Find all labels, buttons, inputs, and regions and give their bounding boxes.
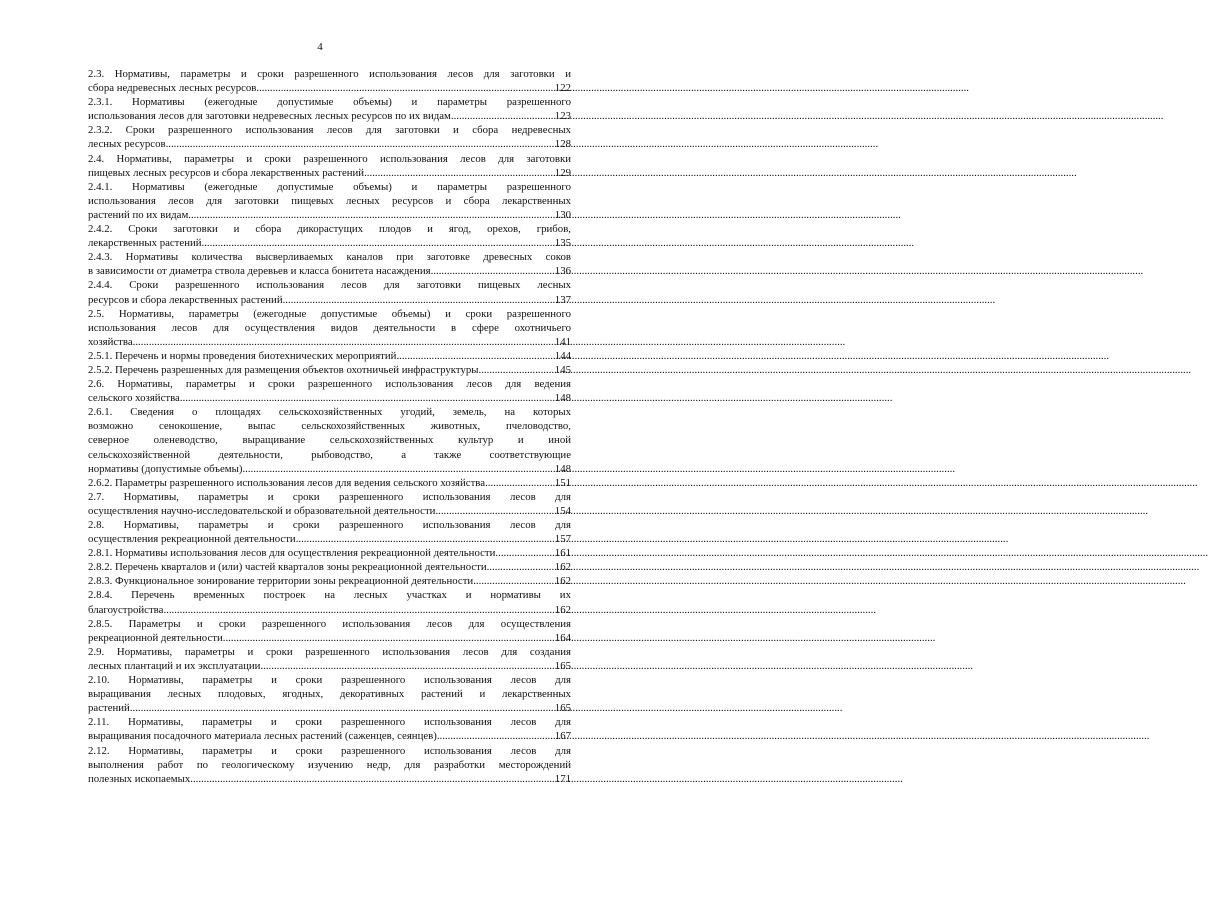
toc-entry-line bbox=[88, 123, 571, 137]
toc-entry-text: 2.8. Нормативы, параметры и сроки разрешенного использования лесов для bbox=[88, 519, 571, 531]
toc-entry-last-line bbox=[88, 603, 571, 617]
dot-leader bbox=[256, 81, 553, 95]
toc-entry bbox=[88, 405, 571, 475]
dot-leader bbox=[435, 504, 553, 518]
toc-entry-last-line bbox=[88, 264, 571, 278]
toc-entry-last-line bbox=[88, 532, 571, 546]
toc-entry-text: 2.3.2. Сроки разрешенного использования лесов для заготовки и сбора недревесных bbox=[88, 124, 571, 137]
toc-entry-last-line bbox=[88, 659, 571, 673]
toc-entry-line bbox=[88, 687, 571, 701]
toc-entry-text: 2.6.2. Параметры разрешенного использования лесов для ведения сельского хозяйства bbox=[88, 476, 486, 489]
dot-leader bbox=[242, 462, 553, 476]
toc-entry-last-line bbox=[88, 560, 571, 574]
toc-entry-line bbox=[88, 673, 571, 687]
toc-entry bbox=[88, 490, 571, 518]
toc-page-number: 161 bbox=[554, 547, 571, 560]
table-of-contents bbox=[88, 67, 571, 786]
toc-entry-text: нормативы (допустимые объемы) bbox=[88, 462, 243, 475]
toc-entry-text: возможно сенокошение, выпас сельскохозяйственных животных, пчеловодство, bbox=[88, 420, 571, 433]
toc-entry-text: 2.12. Нормативы, параметры и сроки разрешенного использования лесов для bbox=[88, 744, 571, 757]
toc-page-number: 162 bbox=[554, 561, 571, 574]
toc-entry-text: сельскохозяйственной деятельности, рыбоводство, а также соответствующие bbox=[88, 448, 571, 461]
toc-page-number: 144 bbox=[554, 349, 571, 362]
toc-entry-last-line bbox=[88, 166, 571, 180]
toc-entry-last-line bbox=[88, 701, 571, 715]
toc-entry-text: 2.4.4. Сроки разрешенного использования лесов для заготовки пищевых лесных bbox=[88, 279, 571, 292]
toc-entry-line bbox=[88, 95, 571, 109]
toc-entry-text: лесных плантаций и их эксплуатации bbox=[88, 659, 261, 672]
toc-entry-text: 2.5.1. Перечень и нормы проведения биотехнических мероприятий bbox=[88, 349, 397, 362]
toc-entry-last-line bbox=[88, 391, 571, 405]
toc-page-number: 162 bbox=[554, 575, 571, 588]
toc-entry-text: 2.10. Нормативы, параметры и сроки разрешенного использования лесов для bbox=[88, 674, 571, 687]
toc-entry-text: 2.6.1. Сведения о площадях сельскохозяйственных угодий, земель, на которых bbox=[88, 406, 571, 419]
toc-entry-line bbox=[88, 377, 571, 391]
toc-entry-last-line bbox=[88, 349, 571, 363]
toc-entry-text: 2.5. Нормативы, параметры (ежегодные допустимые объемы) и сроки разрешенного bbox=[88, 307, 571, 320]
toc-entry-last-line bbox=[88, 462, 571, 476]
toc-entry-text: выполнения работ по геологическому изучению недр, для разработки месторождений bbox=[88, 758, 571, 771]
toc-entry-line bbox=[88, 758, 571, 772]
toc-entry bbox=[88, 560, 571, 574]
toc-entry-line bbox=[88, 278, 571, 292]
toc-entry-text: северное оленеводство, выращивание сельскохозяйственных культур и иной bbox=[88, 434, 571, 447]
toc-entry bbox=[88, 307, 571, 349]
toc-entry-text: лесных ресурсов bbox=[88, 138, 166, 151]
toc-entry bbox=[88, 476, 571, 490]
toc-page-number: 137 bbox=[554, 293, 571, 306]
toc-entry bbox=[88, 152, 571, 180]
toc-page-number: 167 bbox=[554, 730, 571, 743]
toc-entry bbox=[88, 349, 571, 363]
toc-page-number: 165 bbox=[554, 659, 571, 672]
toc-page-number: 162 bbox=[554, 603, 571, 616]
toc-entry-text: 2.7. Нормативы, параметры и сроки разрешенного использования лесов для bbox=[88, 490, 571, 503]
toc-entry-line bbox=[88, 222, 571, 236]
toc-entry-line bbox=[88, 67, 571, 81]
toc-entry-last-line bbox=[88, 335, 571, 349]
toc-entry bbox=[88, 673, 571, 715]
dot-leader bbox=[396, 349, 553, 363]
toc-entry-last-line bbox=[88, 546, 571, 560]
toc-page-number: 136 bbox=[554, 265, 571, 278]
toc-entry-last-line bbox=[88, 137, 571, 151]
dot-leader bbox=[364, 166, 554, 180]
toc-entry bbox=[88, 363, 571, 377]
toc-page-number: 130 bbox=[554, 208, 571, 221]
dot-leader bbox=[180, 391, 554, 405]
toc-entry-text: 2.4.1. Нормативы (ежегодные допустимые объемы) и параметры разрешенного bbox=[88, 180, 571, 193]
toc-entry-text: лекарственных растений bbox=[88, 237, 202, 250]
toc-entry-last-line bbox=[88, 236, 571, 250]
toc-page-number: 157 bbox=[554, 533, 571, 546]
toc-page-number: 164 bbox=[554, 631, 571, 644]
toc-entry-text: растений bbox=[88, 702, 130, 715]
toc-entry bbox=[88, 222, 571, 250]
toc-entry-text: 2.8.4. Перечень временных построек на лесных участках и нормативы их bbox=[88, 589, 571, 602]
toc-entry-line bbox=[88, 645, 571, 659]
toc-page-number: 151 bbox=[554, 476, 571, 489]
toc-entry-line bbox=[88, 180, 571, 194]
toc-entry-text: 2.8.2. Перечень кварталов и (или) частей кварталов зоны рекреационной деятельности bbox=[88, 561, 487, 574]
toc-entry-text: 2.6. Нормативы, параметры и сроки разрешенного использования лесов для ведения bbox=[88, 378, 571, 391]
toc-entry-text: осуществления научно-исследовательской и образовательной деятельности bbox=[88, 504, 436, 517]
toc-entry-line bbox=[88, 250, 571, 264]
toc-entry-last-line bbox=[88, 574, 571, 588]
dot-leader bbox=[188, 208, 554, 222]
toc-entry bbox=[88, 588, 571, 616]
dot-leader bbox=[133, 335, 554, 349]
toc-entry bbox=[88, 574, 571, 588]
toc-entry bbox=[88, 715, 571, 743]
dot-leader bbox=[485, 476, 554, 490]
toc-page-number: 171 bbox=[554, 772, 571, 785]
dot-leader bbox=[473, 574, 554, 588]
toc-entry-text: 2.9. Нормативы, параметры и сроки разрешенного использования лесов для создания bbox=[88, 645, 571, 658]
toc-entry-last-line bbox=[88, 109, 571, 123]
toc-entry bbox=[88, 518, 571, 546]
dot-leader bbox=[260, 659, 553, 673]
toc-entry-text: растений по их видам bbox=[88, 208, 189, 221]
toc-entry bbox=[88, 744, 571, 786]
dot-leader bbox=[163, 603, 553, 617]
toc-entry-line bbox=[88, 448, 571, 462]
toc-entry-last-line bbox=[88, 729, 571, 743]
toc-entry-text: рекреационной деятельности bbox=[88, 631, 223, 644]
toc-entry-text: благоустройства bbox=[88, 603, 164, 616]
toc-entry-text: сельского хозяйства bbox=[88, 392, 180, 405]
toc-entry-text: 2.3.1. Нормативы (ежегодные допустимые объемы) и параметры разрешенного bbox=[88, 96, 571, 109]
toc-entry-line bbox=[88, 617, 571, 631]
dot-leader bbox=[479, 363, 554, 377]
toc-entry-text: 2.8.1. Нормативы использования лесов для осуществления рекреационной деятельности bbox=[88, 547, 496, 560]
toc-entry-text: 2.11. Нормативы, параметры и сроки разрешенного использования лесов для bbox=[88, 716, 571, 729]
dot-leader bbox=[451, 109, 554, 123]
toc-entry-line bbox=[88, 405, 571, 419]
toc-entry bbox=[88, 278, 571, 306]
toc-entry-text: пищевых лесных ресурсов и сбора лекарственных растений bbox=[88, 166, 365, 179]
toc-entry-text: полезных ископаемых bbox=[88, 772, 191, 785]
dot-leader bbox=[495, 546, 553, 560]
toc-page-number: 165 bbox=[554, 702, 571, 715]
dot-leader bbox=[190, 772, 554, 786]
toc-entry-last-line bbox=[88, 476, 571, 490]
page-number: 4 bbox=[317, 41, 323, 53]
toc-entry-text: 2.4. Нормативы, параметры и сроки разрешенного использования лесов для заготовки bbox=[88, 152, 571, 165]
toc-entry-line bbox=[88, 715, 571, 729]
dot-leader bbox=[283, 293, 554, 307]
toc-page-number: 148 bbox=[554, 392, 571, 405]
toc-page-number: 154 bbox=[554, 504, 571, 517]
toc-entry-line bbox=[88, 744, 571, 758]
toc-entry-line bbox=[88, 307, 571, 321]
toc-entry-line bbox=[88, 152, 571, 166]
toc-entry-line bbox=[88, 588, 571, 602]
toc-entry-text: 2.3. Нормативы, параметры и сроки разрешенного использования лесов для заготовки и bbox=[88, 68, 571, 80]
dot-leader bbox=[487, 560, 554, 574]
toc-entry-last-line bbox=[88, 363, 571, 377]
toc-page-number: 122 bbox=[554, 82, 571, 95]
toc-entry-text: хозяйства bbox=[88, 335, 133, 348]
toc-entry bbox=[88, 67, 571, 95]
toc-entry bbox=[88, 95, 571, 123]
toc-entry-line bbox=[88, 433, 571, 447]
toc-entry-text: 2.5.2. Перечень разрешенных для размещения объектов охотничьей инфраструктуры bbox=[88, 363, 479, 376]
toc-entry bbox=[88, 377, 571, 405]
toc-page-number: 129 bbox=[554, 166, 571, 179]
toc-entry-text: использования лесов для осуществления видов деятельности в сфере охотничьего bbox=[88, 321, 571, 334]
toc-entry-text: в зависимости от диаметра ствола деревьев и класса бонитета насаждения bbox=[88, 265, 431, 278]
toc-page-number: 135 bbox=[554, 237, 571, 250]
toc-page-number: 148 bbox=[554, 462, 571, 475]
toc-page-number: 141 bbox=[554, 335, 571, 348]
dot-leader bbox=[130, 701, 554, 715]
toc-entry-text: 2.8.5. Параметры и сроки разрешенного использования лесов для осуществления bbox=[88, 617, 571, 630]
toc-entry-last-line bbox=[88, 208, 571, 222]
toc-entry-last-line bbox=[88, 631, 571, 645]
toc-page-number: 128 bbox=[554, 138, 571, 151]
toc-entry-text: выращивания лесных плодовых, ягодных, декоративных растений и лекарственных bbox=[88, 688, 571, 701]
toc-entry-last-line bbox=[88, 81, 571, 95]
toc-entry-line bbox=[88, 419, 571, 433]
toc-entry bbox=[88, 617, 571, 645]
toc-entry bbox=[88, 250, 571, 278]
dot-leader bbox=[296, 532, 554, 546]
toc-entry-line bbox=[88, 518, 571, 532]
toc-entry-last-line bbox=[88, 772, 571, 786]
toc-entry-text: сбора недревесных лесных ресурсов bbox=[88, 82, 257, 95]
toc-entry-text: 2.8.3. Функциональное зонирование территории зоны рекреационной деятельности bbox=[88, 575, 474, 588]
toc-entry-text: использования лесов для заготовки пищевых лесных ресурсов и сбора лекарственных bbox=[88, 194, 571, 207]
dot-leader bbox=[431, 264, 554, 278]
toc-entry bbox=[88, 645, 571, 673]
toc-entry bbox=[88, 123, 571, 151]
toc-entry-last-line bbox=[88, 504, 571, 518]
dot-leader bbox=[437, 729, 554, 743]
dot-leader bbox=[202, 236, 554, 250]
toc-page-number: 145 bbox=[554, 363, 571, 376]
toc-entry-line bbox=[88, 194, 571, 208]
toc-entry bbox=[88, 180, 571, 222]
toc-entry-line bbox=[88, 490, 571, 504]
toc-entry-text: ресурсов и сбора лекарственных растений bbox=[88, 293, 283, 306]
dot-leader bbox=[223, 631, 554, 645]
toc-entry-line bbox=[88, 321, 571, 335]
toc-entry-text: использования лесов для заготовки недревесных лесных ресурсов по их видам bbox=[88, 110, 451, 123]
toc-entry-text: 2.4.3. Нормативы количества высверливаемых каналов при заготовке древесных соков bbox=[88, 251, 571, 264]
toc-entry-text: 2.4.2. Сроки заготовки и сбора дикорастущих плодов и ягод, орехов, грибов, bbox=[88, 223, 571, 236]
toc-page-number: 123 bbox=[554, 110, 571, 123]
toc-entry-text: осуществления рекреационной деятельности bbox=[88, 533, 296, 546]
toc-entry-last-line bbox=[88, 293, 571, 307]
toc-entry-text: выращивания посадочного материала лесных растений (саженцев, сеянцев) bbox=[88, 730, 437, 743]
dot-leader bbox=[166, 137, 554, 151]
toc-entry bbox=[88, 546, 571, 560]
